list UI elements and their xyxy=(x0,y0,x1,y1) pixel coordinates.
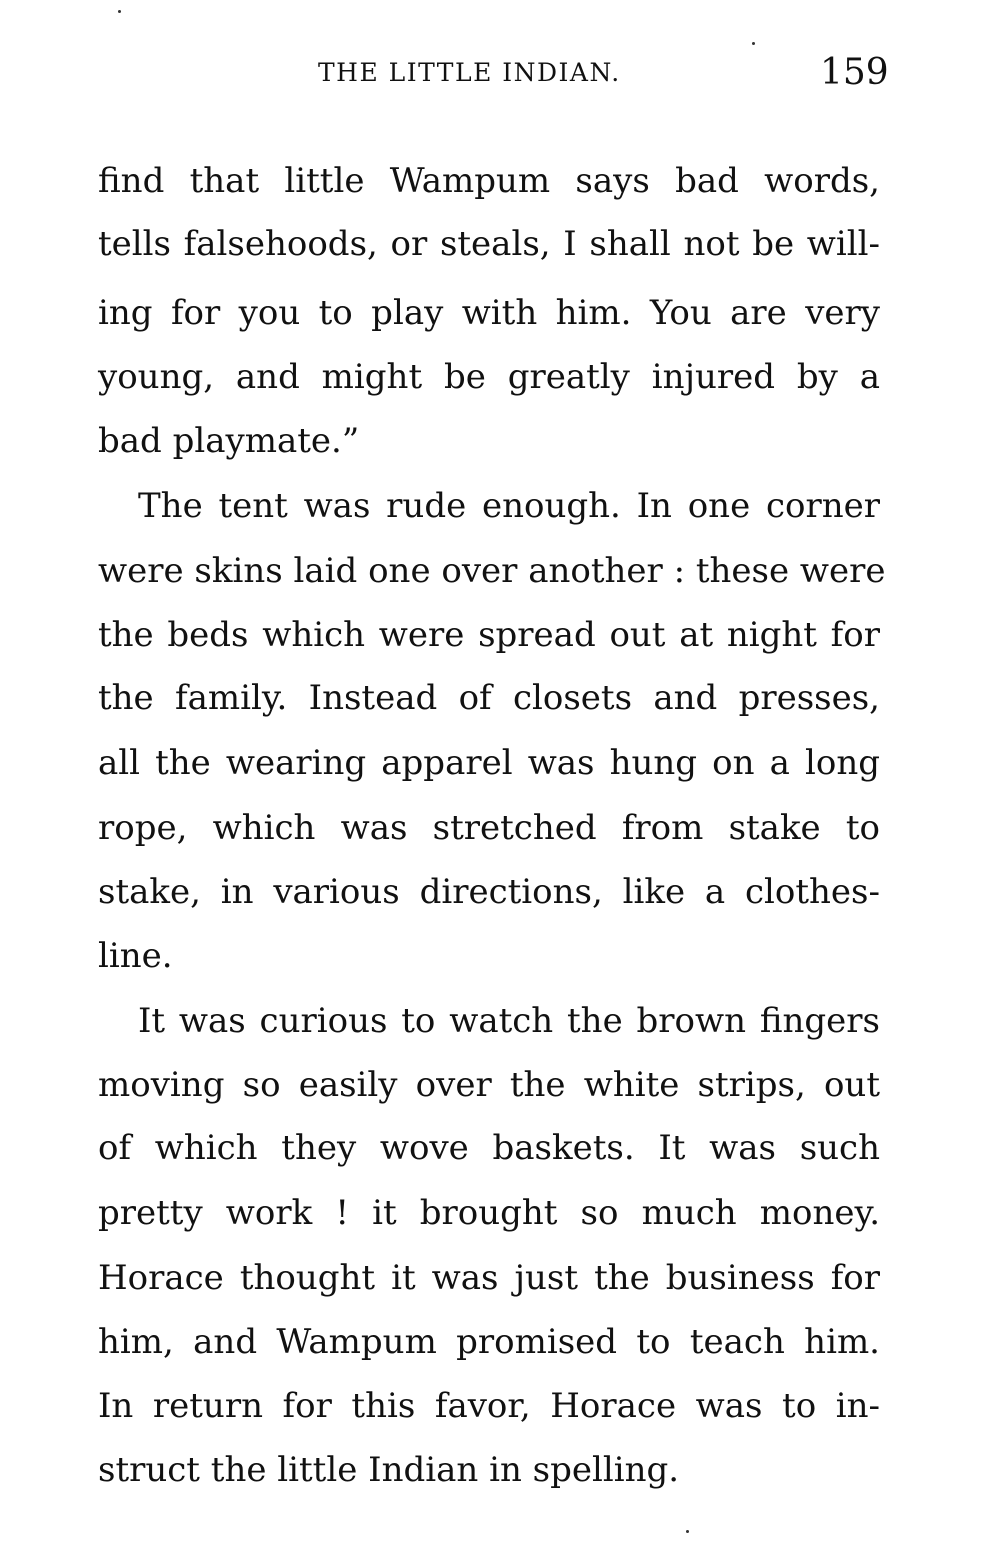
running-header: THE LITTLE INDIAN. xyxy=(318,58,621,87)
text-line: stake, in various directions, like a clothes- xyxy=(98,872,880,912)
scan-speck xyxy=(686,1530,689,1533)
text-line: moving so easily over the white strips, out xyxy=(98,1065,880,1105)
scan-speck xyxy=(118,10,121,13)
text-line: of which they wove baskets. It was such xyxy=(98,1128,880,1168)
text-line: It was curious to watch the brown fingers xyxy=(138,1001,880,1041)
text-line: bad playmate.” xyxy=(98,421,360,461)
text-line: him, and Wampum promised to teach him. xyxy=(98,1322,880,1362)
text-line: pretty work ! it brought so much money. xyxy=(98,1193,880,1233)
text-line: find that little Wampum says bad words, xyxy=(98,161,880,201)
text-line: rope, which was stretched from stake to xyxy=(98,808,880,848)
text-line: the family. Instead of closets and presses, xyxy=(98,678,880,718)
text-line: In return for this favor, Horace was to in- xyxy=(98,1386,880,1426)
text-line: young, and might be greatly injured by a xyxy=(98,357,880,397)
text-line: the beds which were spread out at night for xyxy=(98,615,880,655)
scan-speck xyxy=(752,42,755,45)
page-number: 159 xyxy=(820,52,889,93)
text-line: all the wearing apparel was hung on a long xyxy=(98,743,880,783)
text-line: line. xyxy=(98,936,173,976)
text-line: The tent was rude enough. In one corner xyxy=(138,486,880,526)
text-line: tells falsehoods, or steals, I shall not be will- xyxy=(98,224,880,264)
text-line: struct the little Indian in spelling. xyxy=(98,1450,680,1490)
text-line: were skins laid one over another : these were xyxy=(98,551,886,591)
text-line: ing for you to play with him. You are very xyxy=(98,293,880,333)
text-line: Horace thought it was just the business for xyxy=(98,1258,880,1298)
